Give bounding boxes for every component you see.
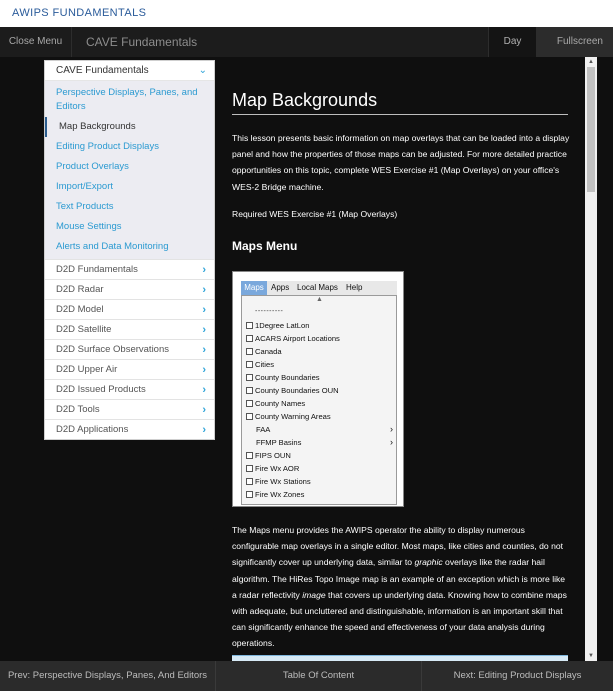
menubar-help: Help — [346, 283, 363, 292]
menu-item-d2d-applications[interactable] — [45, 419, 214, 439]
menu-separator: ---------- — [255, 308, 284, 315]
menu-item-label: D2D Surface Observations — [56, 344, 169, 355]
chevron-right-icon: › — [202, 304, 206, 316]
chevron-right-icon: › — [202, 384, 206, 396]
submenu-item-perspective-displays[interactable]: Perspective Displays, Panes, and Editors — [56, 87, 198, 112]
checkbox-icon — [246, 361, 253, 368]
menu-item-text: Fire Wx Zones — [255, 490, 305, 499]
submenu-item-map-backgrounds[interactable]: Map Backgrounds — [45, 117, 214, 137]
menu-item-text: Fire Wx Stations — [255, 477, 311, 486]
footer-nav — [0, 661, 613, 691]
chevron-right-icon: › — [202, 264, 206, 276]
checkbox-icon — [246, 387, 253, 394]
menu-item-label: D2D Radar — [56, 284, 104, 295]
menu-section-label: CAVE Fundamentals — [56, 65, 149, 76]
menu-item-text: Cities — [255, 360, 274, 369]
menu-bar — [241, 281, 397, 295]
menu-check-item — [246, 385, 339, 397]
menu-check-item — [246, 450, 291, 462]
scroll-down-icon[interactable]: ▼ — [588, 653, 594, 659]
lesson-content — [232, 57, 572, 661]
paragraph-text: The Maps menu provides the AWIPS operator the ability to display numerous configurable map overlays in a single editor. Most maps, like cities and counties, do not significantly cover up underlying data, similar to — [232, 525, 564, 568]
checkbox-icon — [246, 465, 253, 472]
menu-item-d2d-tools[interactable] — [45, 399, 214, 419]
checkbox-icon — [246, 348, 253, 355]
checkbox-icon — [246, 322, 253, 329]
maps-dropdown — [241, 295, 397, 505]
submenu-item-import-export[interactable]: Import/Export — [56, 181, 114, 192]
required-exercise: Required WES Exercise #1 (Map Overlays) — [232, 209, 398, 219]
menu-item-d2d-surface-observations[interactable] — [45, 339, 214, 359]
submenu-arrow-icon: › — [390, 437, 393, 447]
menu-check-item — [246, 489, 304, 501]
title-divider — [232, 114, 568, 115]
maps-menu-screenshot — [232, 271, 404, 507]
menu-item-label: D2D Model — [56, 304, 104, 315]
submenu-item-product-overlays[interactable]: Product Overlays — [56, 161, 129, 172]
menu-item-d2d-upper-air[interactable] — [45, 359, 214, 379]
maps-menu-paragraph — [232, 522, 570, 652]
emphasis-text: image — [302, 589, 326, 600]
submenu-list — [45, 81, 214, 259]
menu-section-cave-fundamentals[interactable] — [45, 61, 214, 81]
menu-item-label: D2D Tools — [56, 404, 100, 415]
chevron-right-icon: › — [202, 364, 206, 376]
scroll-up-icon[interactable]: ▲ — [588, 59, 594, 65]
menu-item-text: Canada — [255, 347, 282, 356]
brand-bar — [0, 0, 613, 27]
checkbox-icon — [246, 478, 253, 485]
submenu-arrow-icon: › — [390, 424, 393, 434]
chevron-right-icon: › — [202, 324, 206, 336]
scroll-thumb[interactable] — [587, 67, 595, 192]
maps-menu-heading: Maps Menu — [232, 239, 298, 253]
menubar-maps: Maps — [241, 281, 267, 295]
menu-item-d2d-model[interactable] — [45, 299, 214, 319]
page-title: Map Backgrounds — [232, 90, 378, 110]
menu-item-label: D2D Satellite — [56, 324, 112, 335]
header-bar — [0, 27, 613, 57]
table-of-contents-button[interactable]: Table Of Content — [216, 661, 422, 691]
intro-paragraph: This lesson presents basic information on map overlays that can be loaded into a display panel and how the properties of those maps can be adjusted. For more detailed practice opportunities on this topic, complete WES Exercise #1 (Map Overlays) on your office's WES-2 Bridge machine. — [232, 133, 570, 192]
menu-submenu-item: FAA — [256, 425, 271, 434]
menu-item-text: FIPS OUN — [255, 451, 291, 460]
day-mode-button[interactable]: Day — [488, 27, 536, 57]
emphasis-text: graphic — [414, 557, 443, 568]
menu-check-item — [246, 359, 274, 371]
submenu-item-editing-product-displays[interactable]: Editing Product Displays — [56, 141, 159, 152]
lesson-title: CAVE Fundamentals — [86, 35, 198, 49]
lesson-menu — [44, 60, 215, 440]
menu-item-text: Fire Wx AOR — [255, 464, 300, 473]
menu-check-item — [246, 463, 299, 475]
menu-item-d2d-fundamentals[interactable] — [45, 259, 214, 279]
menu-item-label: D2D Fundamentals — [56, 264, 138, 275]
menu-item-text: County Boundaries OUN — [255, 386, 339, 395]
menu-submenu-item: FFMP Basins — [256, 438, 302, 447]
main-area — [0, 57, 613, 661]
menu-check-item — [246, 333, 340, 345]
menu-item-text: County Names — [255, 399, 306, 408]
menu-check-item — [246, 346, 282, 358]
content-scrollbar[interactable] — [585, 57, 597, 661]
menu-check-item — [246, 398, 305, 410]
menu-item-d2d-radar[interactable] — [45, 279, 214, 299]
chevron-right-icon: › — [202, 284, 206, 296]
submenu-item-mouse-settings[interactable]: Mouse Settings — [56, 221, 122, 232]
chevron-right-icon: › — [202, 404, 206, 416]
paragraph-text: overlays like the radar hail algorithm. The HiRes Topo Image map is an example of an exception which is more like a radar reflectivity — [232, 557, 566, 600]
menu-check-item — [246, 411, 331, 423]
menu-check-item — [246, 372, 320, 384]
checkbox-icon — [246, 491, 253, 498]
scroll-up-icon: ▲ — [316, 296, 323, 303]
chevron-down-icon: ⌄ — [198, 65, 207, 76]
paragraph-text: that covers up underlying data. Knowing how to combine maps with adequate, but uncluttered and distinguishable, information is an important skill that can significantly enhance the speed and effectiveness of your data analysis during operations. — [232, 589, 567, 649]
menu-check-item — [246, 320, 309, 332]
checkbox-icon — [246, 413, 253, 420]
next-lesson-button[interactable]: Next: Editing Product Displays — [453, 670, 582, 681]
menu-item-text: ACARS Airport Locations — [255, 334, 340, 343]
menu-item-text: County Boundaries — [255, 373, 320, 382]
menu-item-label: D2D Applications — [56, 424, 129, 435]
menu-item-d2d-issued-products[interactable] — [45, 379, 214, 399]
close-menu-button[interactable]: Close Menu — [0, 27, 72, 57]
submenu-item-alerts-data-monitoring[interactable]: Alerts and Data Monitoring — [56, 241, 169, 252]
menu-item-text: 1Degree LatLon — [255, 321, 310, 330]
menu-item-label: D2D Issued Products — [56, 384, 146, 395]
fullscreen-button[interactable]: Fullscreen — [536, 27, 613, 57]
submenu-item-text-products[interactable]: Text Products — [56, 201, 114, 212]
menu-item-text: County Warning Areas — [255, 412, 331, 421]
checkbox-icon — [246, 374, 253, 381]
checkbox-icon — [246, 452, 253, 459]
chevron-right-icon: › — [202, 424, 206, 436]
checkbox-icon — [246, 400, 253, 407]
course-title[interactable]: AWIPS FUNDAMENTALS — [12, 7, 147, 19]
menubar-apps: Apps — [271, 283, 290, 292]
chevron-right-icon: › — [202, 344, 206, 356]
menu-check-item — [246, 476, 311, 488]
menu-item-d2d-satellite[interactable] — [45, 319, 214, 339]
menu-item-label: D2D Upper Air — [56, 364, 118, 375]
menubar-local-maps: Local Maps — [297, 283, 338, 292]
prev-lesson-button[interactable]: Prev: Perspective Displays, Panes, And Editors — [0, 661, 216, 691]
checkbox-icon — [246, 335, 253, 342]
